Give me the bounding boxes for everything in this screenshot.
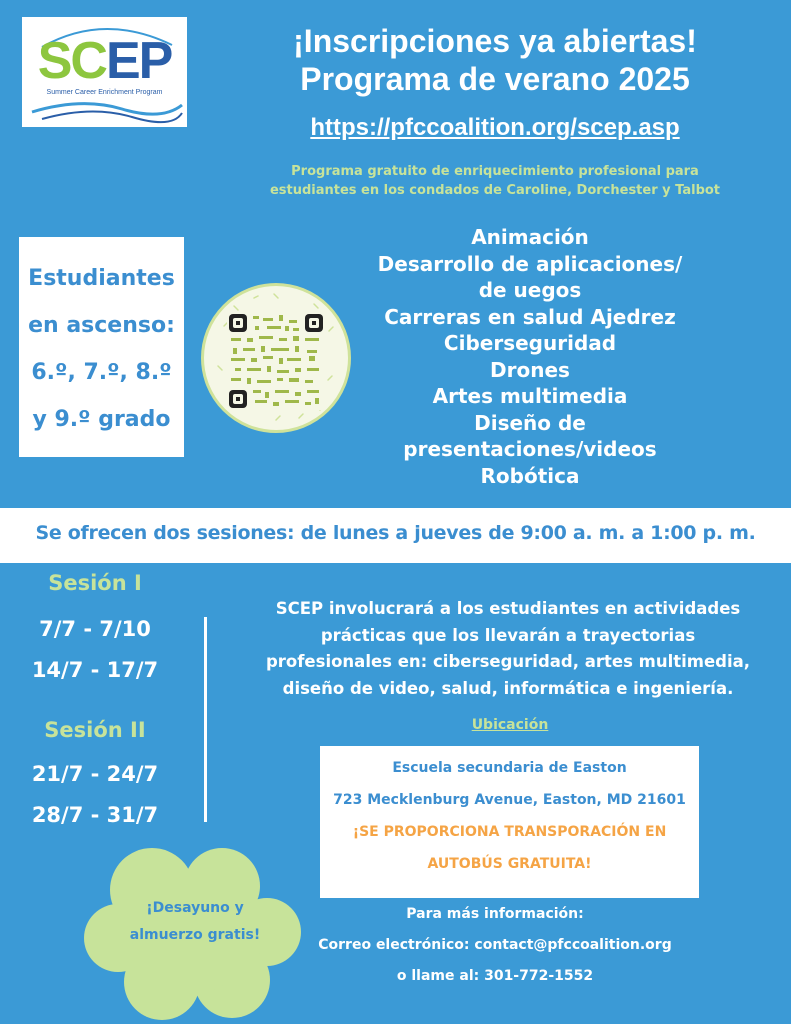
grades-line-3: 6.º, 7.º, 8.º xyxy=(31,360,172,385)
session-2-date-1: 21/7 - 24/7 xyxy=(31,762,159,786)
program-item: Artes multimedia xyxy=(432,384,628,408)
subtitle-line-1: Programa gratuito de enriquecimiento profesional para xyxy=(291,164,699,179)
location-label: Ubicación xyxy=(471,717,549,733)
program-item: Carreras en salud Ajedrez xyxy=(384,304,676,329)
meals-line-1: ¡Desayuno y xyxy=(146,900,244,916)
program-item: Robótica xyxy=(480,463,580,488)
description-line: profesionales en: ciberseguridad, artes multimedia, xyxy=(265,652,751,671)
session-1-label: Sesión I xyxy=(48,571,142,595)
divider xyxy=(204,617,207,822)
description-line: SCEP involucrará a los estudiantes en actividades xyxy=(275,599,741,618)
page-title xyxy=(210,22,780,98)
meals-line-2: almuerzo gratis! xyxy=(129,927,261,943)
sessions-banner-text: Se ofrecen dos sesiones: de lunes a jueves de 9:00 a. m. a 1:00 p. m. xyxy=(35,522,756,544)
logo-text: SCEP xyxy=(37,32,172,90)
session-2-label: Sesión II xyxy=(44,718,146,742)
logo-subtitle: Summer Career Enrichment Program xyxy=(46,89,163,96)
subtitle-line-2: estudiantes en los condados de Caroline, Dorchester y Talbot xyxy=(269,183,721,198)
logo xyxy=(22,17,187,127)
session-1-date-1: 7/7 - 7/10 xyxy=(39,617,151,641)
program-item: Diseño de xyxy=(474,410,586,435)
location-address: 723 Mecklenburg Avenue, Easton, MD 21601 xyxy=(333,792,686,808)
grades-line-2: en ascenso: xyxy=(28,313,175,338)
contact-heading: Para más información: xyxy=(406,906,584,922)
program-item: Desarrollo de aplicaciones/ xyxy=(377,251,683,276)
contact-email[interactable]: Correo electrónico: contact@pfccoalition.org xyxy=(318,937,672,953)
program-item: presentaciones/videos xyxy=(403,437,657,461)
description-line: prácticas que los llevarán a trayectorias xyxy=(320,625,696,645)
title-line-2: Programa de verano 2025 xyxy=(300,61,690,97)
program-subtitle xyxy=(205,162,785,200)
session-1-date-2: 14/7 - 17/7 xyxy=(31,658,159,682)
session-2-date-2: 28/7 - 31/7 xyxy=(31,803,159,827)
program-list xyxy=(340,224,720,489)
meals-text xyxy=(95,895,295,949)
title-line-1: ¡Inscripciones ya abiertas! xyxy=(293,23,697,59)
transport-line-2: AUTOBÚS GRATUITA! xyxy=(427,856,592,872)
grades-text xyxy=(19,255,184,443)
grades-box xyxy=(19,237,184,457)
registration-link[interactable]: https://pfccoalition.org/scep.asp xyxy=(310,114,680,141)
qr-code-icon[interactable] xyxy=(227,312,325,410)
grades-line-1: Estudiantes xyxy=(28,266,175,291)
program-item: Animación xyxy=(471,225,589,249)
program-item: Drones xyxy=(490,357,570,382)
location-school: Escuela secundaria de Easton xyxy=(392,760,627,776)
transport-line-1: ¡SE PROPORCIONA TRANSPORACIÓN EN xyxy=(352,824,667,840)
program-item: Ciberseguridad xyxy=(443,331,617,355)
contact-phone[interactable]: o llame al: 301-772-1552 xyxy=(396,968,594,984)
grades-line-4: y 9.º grado xyxy=(32,407,171,432)
program-description xyxy=(228,596,788,702)
description-line: diseño de video, salud, informática e ingeniería. xyxy=(282,678,734,698)
location-box xyxy=(320,746,699,898)
program-item: de uegos xyxy=(478,278,582,302)
sessions-banner xyxy=(0,508,791,563)
